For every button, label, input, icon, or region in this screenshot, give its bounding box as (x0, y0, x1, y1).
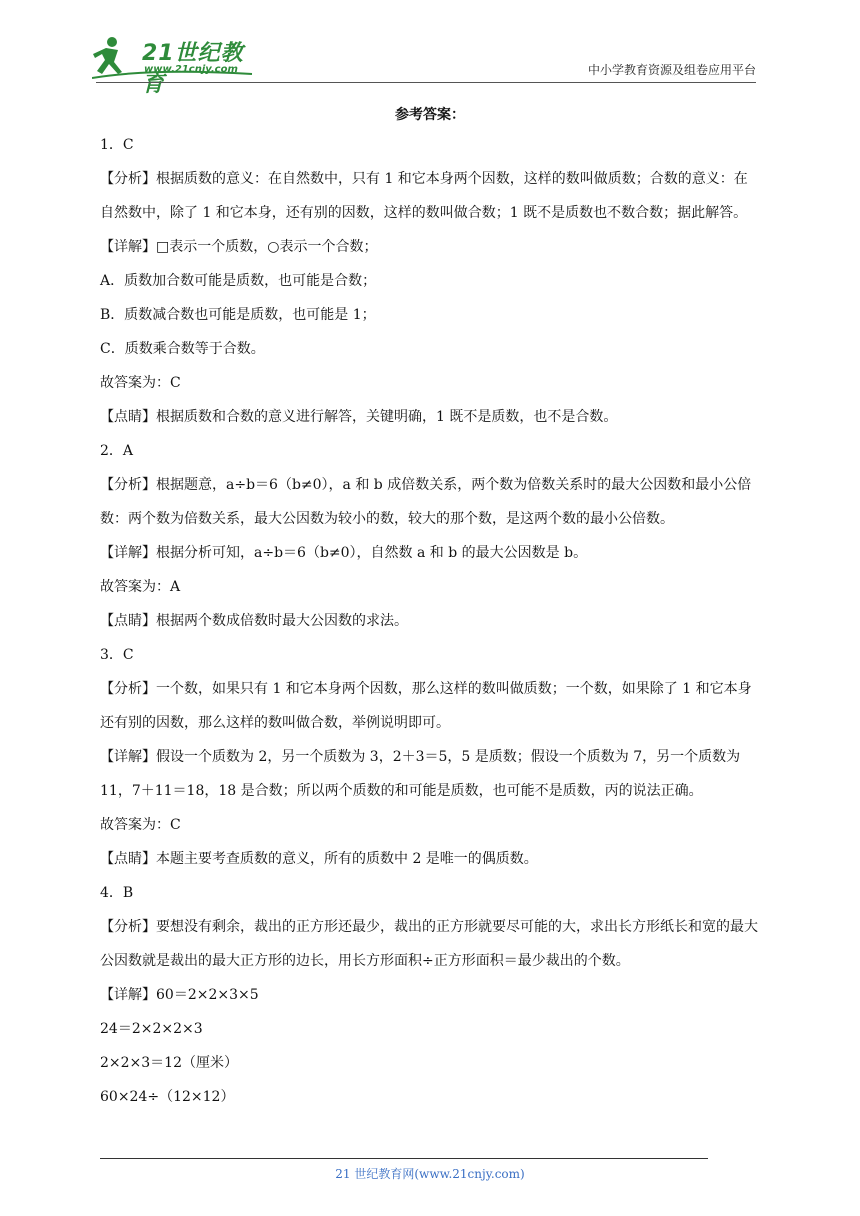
answer-line: C．质数乘合数等于合数。 (100, 341, 265, 357)
answer-line: A．质数加合数可能是质数，也可能是合数； (100, 273, 377, 289)
footer-link[interactable]: 21 世纪教育网(www.21cnjy.com) (335, 1167, 525, 1181)
page-title: 参考答案： (395, 107, 465, 123)
answer-line: 【详解】根据分析可知，a÷b＝6（b≠0），自然数 a 和 b 的最大公因数是 b。 (100, 545, 588, 561)
answer-line: 1．C (100, 137, 134, 153)
answer-line: 【详解】60＝2×2×3×5 (100, 987, 259, 1003)
answer-line: 2．A (100, 443, 134, 459)
header-platform-text: 中小学教育资源及组卷应用平台 (587, 63, 756, 77)
answer-line: 【点睛】根据质数和合数的意义进行解答，关键明确，1 既不是质数，也不是合数。 (100, 409, 618, 425)
answer-line: 【点睛】根据两个数成倍数时最大公因数的求法。 (100, 613, 408, 629)
logo-url: www.21cnjy.com (144, 64, 238, 75)
answer-line: 【点睛】本题主要考查质数的意义，所有的质数中 2 是唯一的偶质数。 (100, 851, 538, 867)
answer-line: 【分析】根据质数的意义：在自然数中，只有 1 和它本身两个因数，这样的数叫做质数；合数的意义：在自然数中，除了 1 和它本身，还有别的因数，这样的数叫做合数；1 既不是质数也不数合数；据此解答。 (100, 171, 748, 221)
answer-line: 3．C (100, 647, 134, 663)
answer-line: 60×24÷（12×12） (100, 1089, 235, 1105)
answer-line: 24＝2×2×2×3 (100, 1021, 203, 1037)
logo (92, 34, 262, 97)
answer-line: 故答案为：C (100, 375, 181, 391)
answer-line: B．质数减合数也可能是质数，也可能是 1； (100, 307, 376, 323)
logo-text: 21世纪教育 (142, 41, 244, 97)
page-header (0, 0, 860, 97)
answer-line: 【详解】□表示一个质数，○表示一个合数； (100, 239, 378, 255)
header-divider (96, 82, 756, 83)
answer-content (100, 128, 760, 1114)
answer-line: 故答案为：A (100, 579, 181, 595)
answer-line: 【详解】假设一个质数为 2，另一个质数为 3，2＋3＝5，5 是质数；假设一个质数为 7，另一个质数为 11，7＋11＝18，18 是合数；所以两个质数的和可能是质数，也可能不是质数，丙的说法正确。 (100, 749, 741, 799)
answer-line: 4．B (100, 885, 134, 901)
answer-line: 【分析】根据题意，a÷b＝6（b≠0），a 和 b 成倍数关系，两个数为倍数关系时的最大公因数和最小公倍数：两个数为倍数关系，最大公因数为较小的数，较大的那个数，是这两个数的最小公倍数。 (100, 477, 752, 527)
answer-line: 【分析】一个数，如果只有 1 和它本身两个因数，那么这样的数叫做质数；一个数，如果除了 1 和它本身还有别的因数，那么这样的数叫做合数，举例说明即可。 (100, 681, 752, 731)
answer-line: 2×2×3＝12（厘米） (100, 1055, 238, 1071)
answer-line: 故答案为：C (100, 817, 181, 833)
footer-divider (100, 1158, 708, 1159)
answer-line: 【分析】要想没有剩余，裁出的正方形还最少，裁出的正方形就要尽可能的大，求出长方形纸长和宽的最大公因数就是裁出的最大正方形的边长，用长方形面积÷正方形面积＝最少裁出的个数。 (100, 919, 758, 969)
